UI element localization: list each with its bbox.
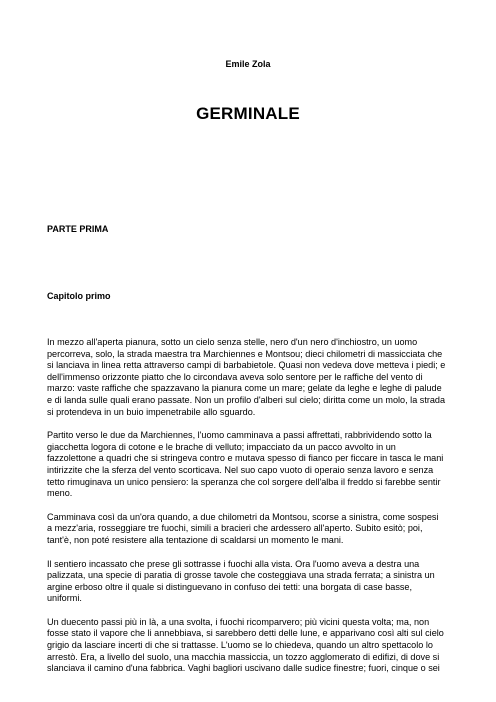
text-line: Il sentiero incassato che prese gli sottrasse i fuochi alla vista. Ora l'uomo aveva a destra una [47, 558, 420, 569]
body-text [47, 337, 461, 702]
text-line: tant'è, non poté resistere alla tentazione di scaldarsi un momento le mani. [47, 534, 344, 545]
text-line: Camminava così da un'ora quando, a due chilometri da Montsou, scorse a sinistra, come sospesi [47, 511, 439, 522]
text-line: Partito verso le due da Marchiennes, l'uomo camminava a passi affrettati, rabbrividendo sotto la [47, 430, 432, 441]
text-line: marzo: vaste raffiche che spazzavano la pianura come un mare; gelate da leghe e leghe di palude [47, 383, 442, 394]
paragraph [47, 337, 461, 418]
text-line: fazzolettone a quadri che si stringeva contro e mutava spesso di fianco per ficcare in tasca le mani [47, 453, 444, 464]
text-line: si protendeva in un buio impenetrabile allo sguardo. [47, 406, 256, 417]
text-line: uniformi. [47, 593, 82, 604]
book-title: GERMINALE [196, 104, 300, 123]
text-line: grigio da lasciare incerti di che si trattasse. L'uomo se lo chiedeva, quando un altro spettacolo lo [47, 640, 433, 651]
text-line: a mezz'aria, rosseggiare tre fuochi, simili a bracieri che ardessero all'aperto. Subito esitò; poi, [47, 523, 423, 534]
text-line: argine erboso oltre il quale si distinguevano in confuso dei tetti: una borgata di case basse, [47, 581, 412, 592]
author-name: Emile Zola [225, 59, 271, 69]
text-line: giacchetta logora di cotone e le brache di velluto; impacciato da un pacco avvolto in un [47, 441, 396, 452]
text-line: slanciava il camino d'una fabbrica. Vaghi bagliori uscivano dalle sudice finestre; fuori, cinque o sei [47, 663, 440, 674]
text-line: si lanciava in linea retta attraverso campi di barbabietole. Quasi non vedeva dove metteva i piedi; e [47, 360, 446, 371]
text-line: meno. [47, 488, 73, 499]
text-line: dell'immenso orizzonte piatto che lo circondava aveva solo sentore per le raffiche del vento di [47, 371, 423, 382]
text-line: In mezzo all'aperta pianura, sotto un cielo senza stelle, nero d'un nero d'inchiostro, un uomo [47, 337, 418, 347]
text-line: arrestò. Era, a livello del suolo, una macchia massiccia, un tozzo agglomerato di edifizi, di dove si [47, 651, 440, 662]
text-line: percorreva, solo, la strada maestra tra Marchiennes e Montsou; dieci chilometri di massicciata che [47, 348, 443, 359]
text-line: palizzata, una specie di paratia di grosse tavole che costeggiava una strada ferrata; a sinistra un [47, 570, 435, 581]
text-line: tetto rimuginava un unico pensiero: la speranza che col sorgere dell'alba il freddo si farebbe sentir [47, 476, 441, 487]
paragraph [47, 617, 461, 675]
paragraph [47, 559, 461, 605]
text-line: intirizzite che la sferza del vento scorticava. Nel suo capo vuoto di operaio senza lavoro e senza [47, 464, 434, 475]
paragraph [47, 512, 461, 547]
chapter-heading: Capitolo primo [47, 291, 111, 301]
part-heading: PARTE PRIMA [47, 224, 109, 234]
text-line: fosse stato il vapore che li annebbiava, si sarebbero detti delle lune, e apparivano così alti sul cielo [47, 628, 444, 639]
text-line: e di landa sulle quali erano passate. Non un profilo d'alberi sul cielo; diritta come un molo, la strada [47, 394, 446, 405]
paragraph [47, 430, 461, 500]
text-line: Un duecento passi più in là, a una svolta, i fuochi ricomparvero; più vicini questa volta; ma, non [47, 616, 430, 627]
